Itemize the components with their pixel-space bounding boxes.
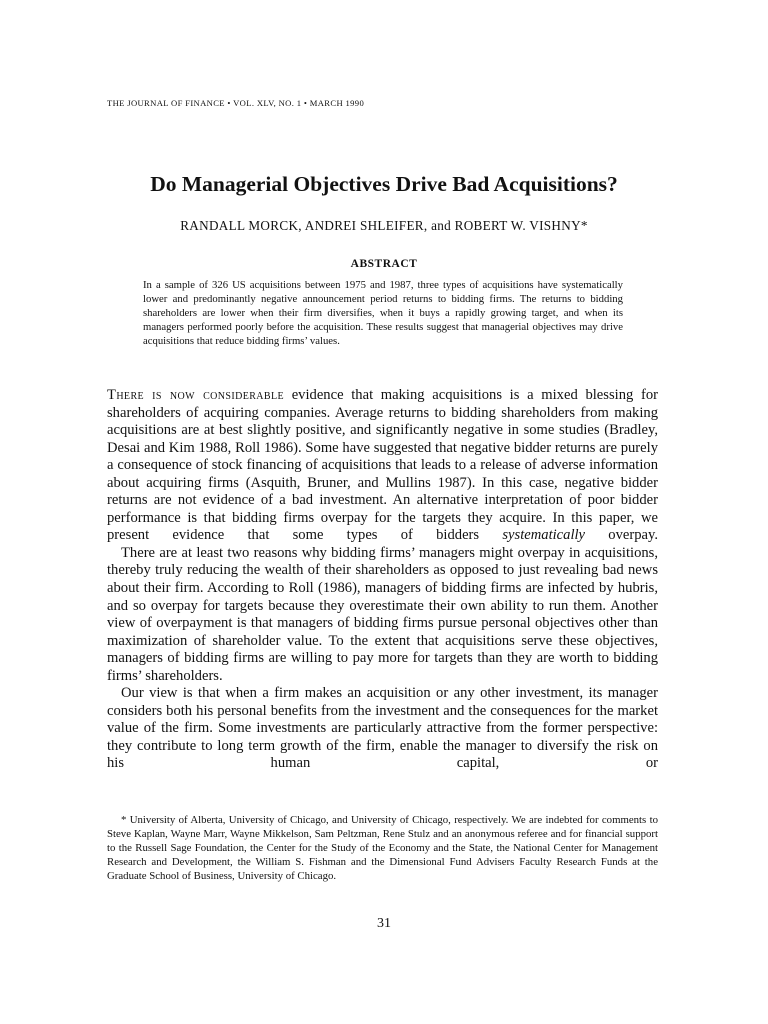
abstract-text: In a sample of 326 US acquisitions between 1975 and 1987, three types of acquisitions have systematically lower and predominantly negative announcement period returns to bidding firms. The returns to bidding shareholders are lower when their firm diversifies, when it buys a rapidly growing target, and when its managers performed poorly before the acquisition. These results suggest that managerial objectives may drive acquisitions that reduce bidding firms’ values. bbox=[143, 279, 623, 348]
body-paragraph-3: Our view is that when a firm makes an acquisition or any other investment, its manager considers both his personal benefits from the investment and the consequences for the market value of the firm. Some investments are particularly attractive from the former perspective: they contribute to long term growth of the firm, enable the manager to diversify the risk on his human capital, or bbox=[107, 685, 658, 772]
author-list: RANDALL MORCK, ANDREI SHLEIFER, and ROBERT W. VISHNY* bbox=[180, 218, 588, 233]
body-paragraph-1-text: evidence that making acquisitions is a mixed blessing for shareholders of acquiring companies. Average returns to bidding shareholders from making acquisitions are at best slightly positive, and significantly negative in some studies (Bradley, Desai and Kim 1988, Roll 1986). Some have suggested that negative bidder returns are purely a consequence of stock financing of acquisitions that leads to a release of adverse information about acquiring firms (Asquith, Bruner, and Mullins 1987). In this case, negative bidder returns are not evidence of a bad investment. An alternative interpretation of poor bidder performance is that bidding firms overpay for the targets they acquire. In this paper, we present evidence that some types of bidders bbox=[107, 387, 658, 544]
page-number: 31 bbox=[377, 916, 391, 931]
paper-title: Do Managerial Objectives Drive Bad Acquisitions? bbox=[150, 172, 618, 196]
body-paragraph-1 bbox=[107, 387, 658, 545]
emphasis-systematically: systematically bbox=[502, 527, 586, 544]
opening-small-caps: There is now considerable bbox=[107, 387, 284, 403]
journal-header: THE JOURNAL OF FINANCE • VOL. XLV, NO. 1 • MARCH 1990 bbox=[107, 98, 365, 108]
footnote-text: * University of Alberta, University of Chicago, and University of Chicago, respectively. We are indebted for comments to Steve Kaplan, Wayne Marr, Wayne Mikkelson, Sam Peltzman, Rene Stulz and an anonymous referee and for financial support to the Russell Sage Foundation, the Center for the Study of the Economy and the State, the National Center for Management Research and Development, the William S. Fishman and the Dimensional Fund Advisers Faculty Research Funds at the Graduate School of Business, University of Chicago. bbox=[107, 814, 658, 882]
body-paragraph-2: There are at least two reasons why bidding firms’ managers might overpay in acquisitions, thereby truly reducing the wealth of their shareholders as opposed to just revealing bad news about their firm. According to Roll (1986), managers of bidding firms are infected by hubris, and so overpay for targets because they overestimate their own ability to run them. Another view of overpayment is that managers of bidding firms pursue personal objectives other than maximization of shareholder value. To the extent that acquisitions serve these objectives, managers of bidding firms are willing to pay more for targets than they are worth to bidding firms’ shareholders. bbox=[107, 544, 658, 684]
body-text bbox=[107, 387, 658, 773]
body-paragraph-1-end: overpay. bbox=[608, 527, 658, 544]
author-footnote bbox=[107, 814, 658, 884]
abstract-heading: ABSTRACT bbox=[350, 258, 418, 270]
